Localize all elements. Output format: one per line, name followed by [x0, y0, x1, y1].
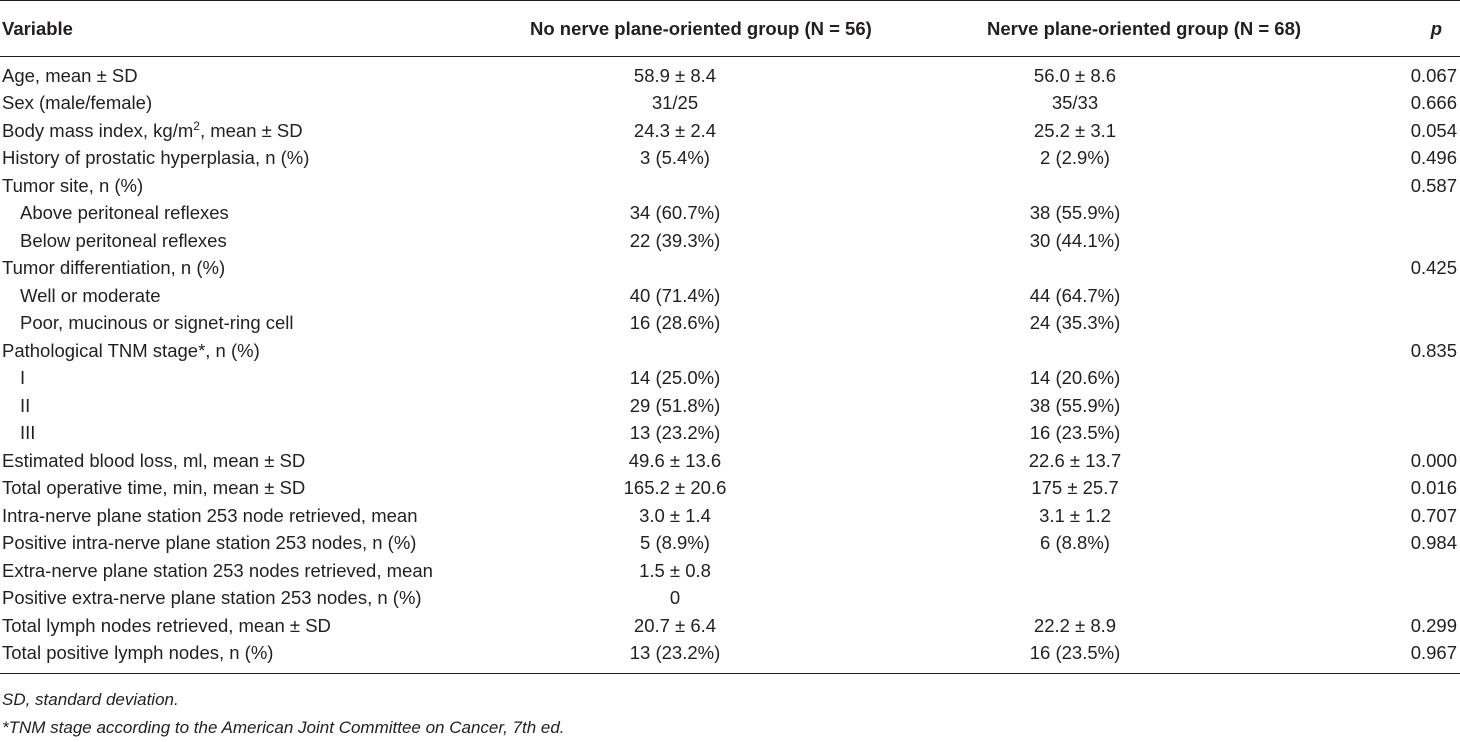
cell-p-value: 0.967 — [1410, 642, 1457, 664]
cell-group-a: 34 (60.7%) — [629, 202, 721, 224]
cell-p-value: 0.984 — [1410, 532, 1457, 554]
row-label-text: Body mass index, kg/m — [2, 119, 194, 141]
table-row — [0, 502, 1460, 530]
footnote: SD, standard deviation. — [2, 690, 179, 709]
row-label: Age, mean ± SD — [2, 64, 138, 86]
cell-group-a: 16 (28.6%) — [629, 312, 721, 334]
table-row — [0, 90, 1460, 118]
cell-group-a: 3.0 ± 1.4 — [639, 504, 711, 526]
cell-p-value: 0.299 — [1410, 614, 1457, 636]
table-row — [0, 145, 1460, 173]
header-group-a: No nerve plane-oriented group (N = 56) — [530, 17, 872, 39]
table-row — [0, 172, 1460, 200]
cell-group-a: 29 (51.8%) — [629, 394, 721, 416]
row-label: History of prostatic hyperplasia, n (%) — [2, 147, 310, 169]
table-row — [0, 365, 1460, 393]
table-row — [0, 585, 1460, 613]
cell-group-a: 13 (23.2%) — [629, 422, 721, 444]
row-label: Above peritoneal reflexes — [20, 202, 229, 224]
cell-group-a: 165.2 ± 20.6 — [623, 477, 727, 499]
table-row — [0, 640, 1460, 668]
row-label: Total operative time, min, mean ± SD — [2, 477, 306, 499]
table-row — [0, 62, 1460, 90]
cell-group-a: 22 (39.3%) — [629, 229, 721, 251]
cell-group-a: 58.9 ± 8.4 — [633, 64, 717, 86]
table-row — [0, 255, 1460, 283]
cell-p-value: 0.067 — [1410, 64, 1457, 86]
row-label-text: , mean ± SD — [199, 119, 303, 141]
footnotes — [0, 674, 1460, 742]
cell-group-b: 44 (64.7%) — [1029, 284, 1121, 306]
row-label: Below peritoneal reflexes — [20, 229, 227, 251]
table-row — [0, 447, 1460, 475]
header-group-b: Nerve plane-oriented group (N = 68) — [987, 17, 1302, 39]
table-row — [0, 227, 1460, 255]
row-label: Tumor site, n (%) — [2, 174, 144, 196]
table-row — [0, 310, 1460, 338]
cell-group-b: 16 (23.5%) — [1029, 422, 1121, 444]
row-label: Estimated blood loss, ml, mean ± SD — [2, 449, 306, 471]
cell-group-b: 38 (55.9%) — [1029, 202, 1121, 224]
row-label: Positive intra-nerve plane station 253 nodes, n (%) — [2, 532, 417, 554]
row-label: Total positive lymph nodes, n (%) — [2, 642, 274, 664]
cell-group-b: 38 (55.9%) — [1029, 394, 1121, 416]
cell-group-b: 25.2 ± 3.1 — [1033, 119, 1117, 141]
cell-group-a: 24.3 ± 2.4 — [633, 119, 717, 141]
cell-group-b: 22.6 ± 13.7 — [1028, 449, 1122, 471]
cell-group-b: 24 (35.3%) — [1029, 312, 1121, 334]
row-label: Poor, mucinous or signet-ring cell — [20, 312, 294, 334]
cell-group-b: 22.2 ± 8.9 — [1033, 614, 1117, 636]
cell-p-value: 0.587 — [1410, 174, 1457, 196]
row-label: Pathological TNM stage*, n (%) — [2, 339, 260, 361]
table-row — [0, 282, 1460, 310]
table-row — [0, 475, 1460, 503]
row-label: Positive extra-nerve plane station 253 nodes, n (%) — [2, 587, 422, 609]
cell-group-b: 30 (44.1%) — [1029, 229, 1121, 251]
cell-group-b: 2 (2.9%) — [1040, 147, 1110, 169]
cell-group-a: 1.5 ± 0.8 — [639, 559, 711, 581]
row-label: Tumor differentiation, n (%) — [2, 257, 226, 279]
table-body — [0, 57, 1460, 667]
cell-group-a: 13 (23.2%) — [629, 642, 721, 664]
cell-p-value: 0.835 — [1410, 339, 1457, 361]
cell-p-value: 0.054 — [1410, 119, 1457, 141]
cell-group-b: 16 (23.5%) — [1029, 642, 1121, 664]
table-header — [0, 1, 1460, 56]
cell-p-value: 0.666 — [1410, 92, 1457, 114]
cell-group-b: 175 ± 25.7 — [1031, 477, 1119, 499]
row-label: III — [20, 422, 36, 444]
cell-group-a: 20.7 ± 6.4 — [633, 614, 717, 636]
cell-group-b: 56.0 ± 8.6 — [1033, 64, 1117, 86]
table-row — [0, 557, 1460, 585]
table-row — [0, 337, 1460, 365]
table-row — [0, 612, 1460, 640]
cell-group-a: 3 (5.4%) — [640, 147, 710, 169]
cell-group-b: 14 (20.6%) — [1029, 367, 1121, 389]
table-row — [0, 530, 1460, 558]
cell-p-value: 0.425 — [1410, 257, 1457, 279]
row-label: Well or moderate — [20, 284, 161, 306]
cell-p-value: 0.496 — [1410, 147, 1457, 169]
cell-group-a: 5 (8.9%) — [640, 532, 710, 554]
cell-group-a: 0 — [669, 587, 681, 609]
cell-group-b: 35/33 — [1051, 92, 1099, 114]
table-row — [0, 117, 1460, 145]
row-label: Total lymph nodes retrieved, mean ± SD — [2, 614, 331, 636]
cell-p-value: 0.016 — [1410, 477, 1457, 499]
header-p: p — [1430, 17, 1442, 39]
row-label: I — [20, 367, 26, 389]
table-row — [0, 200, 1460, 228]
cell-group-b: 6 (8.8%) — [1040, 532, 1110, 554]
row-label: II — [20, 394, 31, 416]
cell-group-a: 40 (71.4%) — [629, 284, 721, 306]
header-variable: Variable — [2, 17, 73, 39]
row-label: Extra-nerve plane station 253 nodes retrieved, mean — [2, 559, 433, 581]
footnote: *TNM stage according to the American Joint Committee on Cancer, 7th ed. — [2, 718, 565, 737]
row-label: Sex (male/female) — [2, 92, 153, 114]
table-row — [0, 392, 1460, 420]
cell-p-value: 0.707 — [1410, 504, 1457, 526]
cell-p-value: 0.000 — [1410, 449, 1457, 471]
cell-group-b: 3.1 ± 1.2 — [1039, 504, 1111, 526]
row-label-superscript: 2 — [193, 118, 200, 133]
cell-group-a: 31/25 — [651, 92, 699, 114]
cell-group-a: 14 (25.0%) — [629, 367, 721, 389]
row-label: Intra-nerve plane station 253 node retrieved, mean — [2, 504, 418, 526]
row-label — [0, 120, 470, 142]
table-row — [0, 420, 1460, 448]
cell-group-a: 49.6 ± 13.6 — [628, 449, 722, 471]
